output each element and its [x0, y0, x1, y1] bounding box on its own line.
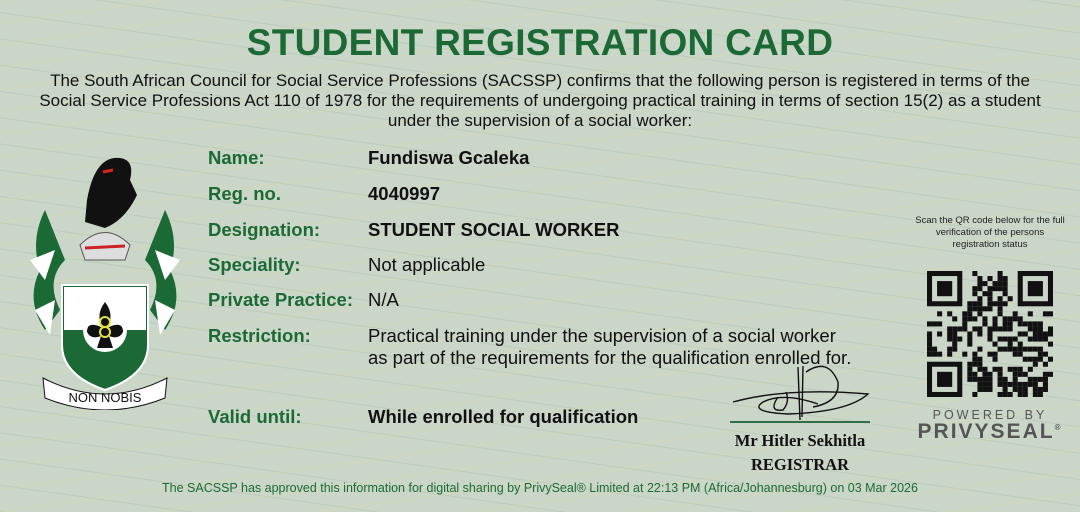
qr-module — [987, 382, 992, 387]
qr-module — [947, 347, 952, 352]
qr-module — [1033, 387, 1038, 392]
qr-module — [982, 382, 987, 387]
qr-module — [972, 352, 977, 357]
lion-tongue — [103, 170, 113, 172]
qr-instruction: Scan the QR code below for the full verification of the persons registration status — [915, 215, 1065, 250]
qr-module — [987, 377, 992, 382]
qr-module — [947, 337, 952, 342]
qr-module — [927, 321, 932, 326]
qr-module — [1033, 347, 1038, 352]
qr-module — [993, 286, 998, 291]
qr-finder — [937, 372, 952, 387]
field-label: Name: — [208, 147, 265, 168]
qr-module — [998, 296, 1003, 301]
field-label: Speciality: — [208, 254, 301, 275]
qr-module — [982, 367, 987, 372]
qr-module — [947, 352, 952, 357]
qr-module — [993, 281, 998, 286]
qr-module — [947, 331, 952, 336]
qr-module — [1048, 372, 1053, 377]
qr-module — [998, 326, 1003, 331]
qr-module — [1008, 321, 1013, 326]
footer-approval-text: The SACSSP has approved this information for digital sharing by PrivySeal® Limited at 22:13 PM (Africa/Johannesburg) on 03 Mar 2026 — [162, 481, 918, 495]
qr-module — [982, 387, 987, 392]
qr-module — [972, 377, 977, 382]
qr-module — [993, 367, 998, 372]
field-label: Valid until: — [208, 406, 302, 427]
qr-module — [937, 331, 942, 336]
qr-module — [982, 281, 987, 286]
qr-module — [1028, 326, 1033, 331]
field-value: 4040997 — [368, 183, 441, 204]
qr-module — [998, 306, 1003, 311]
qr-module — [1048, 357, 1053, 362]
qr-module — [993, 301, 998, 306]
qr-module — [952, 316, 957, 321]
qr-module — [977, 281, 982, 286]
qr-module — [987, 286, 992, 291]
qr-module — [998, 367, 1003, 372]
qr-module — [1038, 392, 1043, 397]
helmet-visor — [85, 246, 125, 248]
qr-module — [1033, 331, 1038, 336]
qr-module — [998, 377, 1003, 382]
qr-module — [967, 342, 972, 347]
qr-module — [957, 326, 962, 331]
qr-module — [1038, 387, 1043, 392]
privyseal-logo — [915, 420, 1065, 444]
qr-module — [1028, 377, 1033, 382]
field-value: While enrolled for qualification — [368, 406, 639, 427]
qr-module — [1028, 347, 1033, 352]
qr-module — [1003, 337, 1008, 342]
qr-module — [977, 326, 982, 331]
qr-module — [1018, 321, 1023, 326]
qr-module — [1018, 367, 1023, 372]
qr-module — [1013, 347, 1018, 352]
qr-module — [1023, 321, 1028, 326]
qr-module — [977, 382, 982, 387]
card-title: STUDENT REGISTRATION CARD — [246, 22, 834, 63]
qr-module — [1028, 367, 1033, 372]
qr-module — [972, 306, 977, 311]
qr-module — [1003, 347, 1008, 352]
qr-module — [1013, 316, 1018, 321]
qr-module — [932, 352, 937, 357]
qr-module — [967, 316, 972, 321]
field-value: Not applicable — [368, 254, 486, 275]
qr-module — [972, 357, 977, 362]
qr-module — [982, 321, 987, 326]
qr-module — [982, 377, 987, 382]
qr-module — [972, 316, 977, 321]
qr-module — [982, 306, 987, 311]
qr-module — [927, 337, 932, 342]
qr-module — [957, 337, 962, 342]
qr-module — [987, 296, 992, 301]
qr-module — [1018, 387, 1023, 392]
qr-module — [982, 372, 987, 377]
qr-module — [927, 342, 932, 347]
qr-module — [1043, 382, 1048, 387]
qr-module — [993, 321, 998, 326]
field-value: N/A — [368, 289, 399, 310]
qr-module — [1003, 281, 1008, 286]
qr-module — [998, 372, 1003, 377]
qr-module — [1038, 347, 1043, 352]
qr-module — [967, 372, 972, 377]
qr-module — [1003, 301, 1008, 306]
qr-module — [952, 331, 957, 336]
qr-module — [1048, 342, 1053, 347]
qr-module — [998, 281, 1003, 286]
qr-finder — [937, 281, 952, 296]
qr-module — [1023, 347, 1028, 352]
qr-module — [1023, 357, 1028, 362]
qr-module — [967, 311, 972, 316]
qr-module — [1018, 382, 1023, 387]
qr-module — [962, 352, 967, 357]
qr-module — [1028, 337, 1033, 342]
field-label: Restriction: — [208, 325, 311, 346]
qr-module — [987, 306, 992, 311]
qr-module — [977, 306, 982, 311]
qr-module — [972, 291, 977, 296]
qr-module — [1003, 377, 1008, 382]
qr-module — [972, 271, 977, 276]
qr-module — [932, 347, 937, 352]
powered-by-label: POWERED BY — [932, 408, 1048, 422]
qr-module — [1018, 352, 1023, 357]
qr-module — [967, 306, 972, 311]
qr-module — [998, 382, 1003, 387]
field-label: Reg. no. — [208, 183, 281, 204]
privyseal-brand: PRIVYSEAL — [917, 420, 1055, 443]
qr-module — [962, 326, 967, 331]
qr-module — [1043, 362, 1048, 367]
qr-module — [993, 316, 998, 321]
qr-module — [982, 291, 987, 296]
qr-module — [947, 311, 952, 316]
qr-module — [1013, 377, 1018, 382]
qr-module — [932, 321, 937, 326]
qr-module — [1043, 352, 1048, 357]
registrar-signature — [728, 362, 873, 422]
qr-module — [977, 367, 982, 372]
qr-module — [1018, 372, 1023, 377]
qr-module — [977, 276, 982, 281]
verification-panel — [915, 215, 1065, 444]
qr-module — [1018, 316, 1023, 321]
qr-module — [987, 326, 992, 331]
qr-module — [998, 276, 1003, 281]
qr-module — [1043, 311, 1048, 316]
qr-module — [972, 286, 977, 291]
signature-line — [730, 421, 870, 423]
qr-module — [1038, 337, 1043, 342]
qr-module — [977, 331, 982, 336]
qr-module — [987, 372, 992, 377]
qr-module — [1013, 337, 1018, 342]
qr-module — [1033, 326, 1038, 331]
qr-module — [1018, 392, 1023, 397]
qr-module — [1038, 326, 1043, 331]
qr-module — [1003, 276, 1008, 281]
qr-module — [927, 352, 932, 357]
qr-module — [927, 347, 932, 352]
field-value-line2: as part of the requirements for the qualification enrolled for. — [368, 347, 852, 368]
field-label: Designation: — [208, 219, 321, 240]
qr-module — [1043, 331, 1048, 336]
qr-module — [967, 331, 972, 336]
qr-module — [1003, 382, 1008, 387]
qr-module — [987, 291, 992, 296]
qr-module — [947, 326, 952, 331]
qr-module — [1013, 382, 1018, 387]
qr-module — [972, 392, 977, 397]
qr-module — [1043, 387, 1048, 392]
qr-module — [1018, 342, 1023, 347]
qr-module — [987, 387, 992, 392]
qr-module — [977, 377, 982, 382]
qr-module — [998, 301, 1003, 306]
qr-module — [1028, 321, 1033, 326]
registered-mark: ® — [1054, 423, 1063, 432]
qr-module — [987, 301, 992, 306]
qr-module — [977, 357, 982, 362]
qr-module — [993, 326, 998, 331]
qr-module — [1043, 372, 1048, 377]
qr-module — [1033, 362, 1038, 367]
qr-module — [977, 347, 982, 352]
qr-finder — [1028, 281, 1043, 296]
qr-code[interactable] — [927, 271, 1053, 397]
qr-module — [1033, 382, 1038, 387]
qr-module — [1008, 367, 1013, 372]
lion-icon — [85, 158, 137, 228]
field-value: STUDENT SOCIAL WORKER — [368, 219, 620, 240]
qr-module — [1033, 321, 1038, 326]
registrar-title: REGISTRAR — [750, 455, 850, 474]
qr-module — [998, 271, 1003, 276]
qr-module — [1033, 337, 1038, 342]
qr-module — [1003, 286, 1008, 291]
qr-module — [967, 301, 972, 306]
qr-module — [1008, 337, 1013, 342]
qr-module — [977, 286, 982, 291]
qr-module — [1028, 311, 1033, 316]
qr-module — [962, 321, 967, 326]
qr-module — [993, 352, 998, 357]
motto-text: NON NOBIS — [68, 390, 142, 405]
qr-module — [987, 331, 992, 336]
qr-module — [1003, 291, 1008, 296]
qr-module — [1023, 331, 1028, 336]
qr-module — [1023, 382, 1028, 387]
qr-module — [993, 342, 998, 347]
qr-module — [972, 362, 977, 367]
qr-module — [1048, 311, 1053, 316]
coat-of-arms-logo — [25, 150, 185, 410]
qr-module — [967, 377, 972, 382]
qr-module — [977, 301, 982, 306]
qr-module — [998, 286, 1003, 291]
qr-module — [1033, 392, 1038, 397]
qr-module — [1013, 387, 1018, 392]
qr-module — [977, 296, 982, 301]
qr-module — [972, 326, 977, 331]
qr-module — [1013, 352, 1018, 357]
qr-module — [1003, 387, 1008, 392]
qr-module — [977, 387, 982, 392]
qr-module — [1023, 392, 1028, 397]
qr-module — [998, 311, 1003, 316]
qr-module — [1033, 357, 1038, 362]
qr-module — [1038, 321, 1043, 326]
qr-module — [1043, 377, 1048, 382]
qr-module — [1003, 316, 1008, 321]
field-label: Private Practice: — [208, 289, 354, 310]
qr-module — [1023, 387, 1028, 392]
qr-module — [1038, 357, 1043, 362]
qr-module — [1003, 321, 1008, 326]
qr-module — [1018, 331, 1023, 336]
qr-module — [1013, 367, 1018, 372]
qr-module — [937, 352, 942, 357]
qr-module — [987, 352, 992, 357]
qr-module — [1008, 296, 1013, 301]
qr-module — [962, 316, 967, 321]
qr-module — [998, 392, 1003, 397]
qr-module — [987, 337, 992, 342]
qr-module — [962, 311, 967, 316]
qr-module — [1028, 357, 1033, 362]
qr-module — [1013, 311, 1018, 316]
qr-module — [977, 362, 982, 367]
qr-module — [1048, 331, 1053, 336]
qr-module — [998, 337, 1003, 342]
qr-module — [1008, 326, 1013, 331]
qr-module — [1023, 372, 1028, 377]
qr-module — [1013, 372, 1018, 377]
qr-module — [927, 331, 932, 336]
qr-module — [937, 311, 942, 316]
qr-module — [1018, 347, 1023, 352]
qr-module — [972, 301, 977, 306]
qr-module — [952, 326, 957, 331]
intro-text: The South African Council for Social Service Professions (SACSSP) confirms that the following person is registered in terms of the Social Service Professions Act 110 of 1978 for the requirements of undergoing practical training in terms of section 15(2) as a student under the supervision of a social worker: — [39, 71, 1041, 130]
qr-module — [1003, 392, 1008, 397]
qr-module — [1003, 326, 1008, 331]
qr-module — [1008, 347, 1013, 352]
qr-module — [1038, 352, 1043, 357]
qr-module — [1008, 342, 1013, 347]
qr-module — [1008, 392, 1013, 397]
field-value-line1: Practical training under the supervision of a social worker — [368, 325, 836, 346]
qr-module — [998, 347, 1003, 352]
qr-module — [1043, 337, 1048, 342]
qr-module — [1008, 316, 1013, 321]
field-value: Fundiswa Gcaleka — [368, 147, 530, 168]
qr-module — [967, 367, 972, 372]
qr-module — [952, 347, 957, 352]
qr-module — [1038, 377, 1043, 382]
qr-module — [1008, 382, 1013, 387]
qr-module — [993, 357, 998, 362]
qr-module — [977, 311, 982, 316]
qr-module — [967, 362, 972, 367]
qr-module — [1028, 382, 1033, 387]
qr-module — [967, 337, 972, 342]
qr-module — [937, 321, 942, 326]
qr-module — [1033, 377, 1038, 382]
qr-module — [982, 316, 987, 321]
qr-module — [1038, 331, 1043, 336]
qr-module — [972, 372, 977, 377]
qr-module — [952, 342, 957, 347]
qr-module — [987, 276, 992, 281]
qr-module — [1048, 326, 1053, 331]
qr-module — [952, 337, 957, 342]
registrar-name: Mr Hitler Sekhitla — [734, 431, 866, 450]
